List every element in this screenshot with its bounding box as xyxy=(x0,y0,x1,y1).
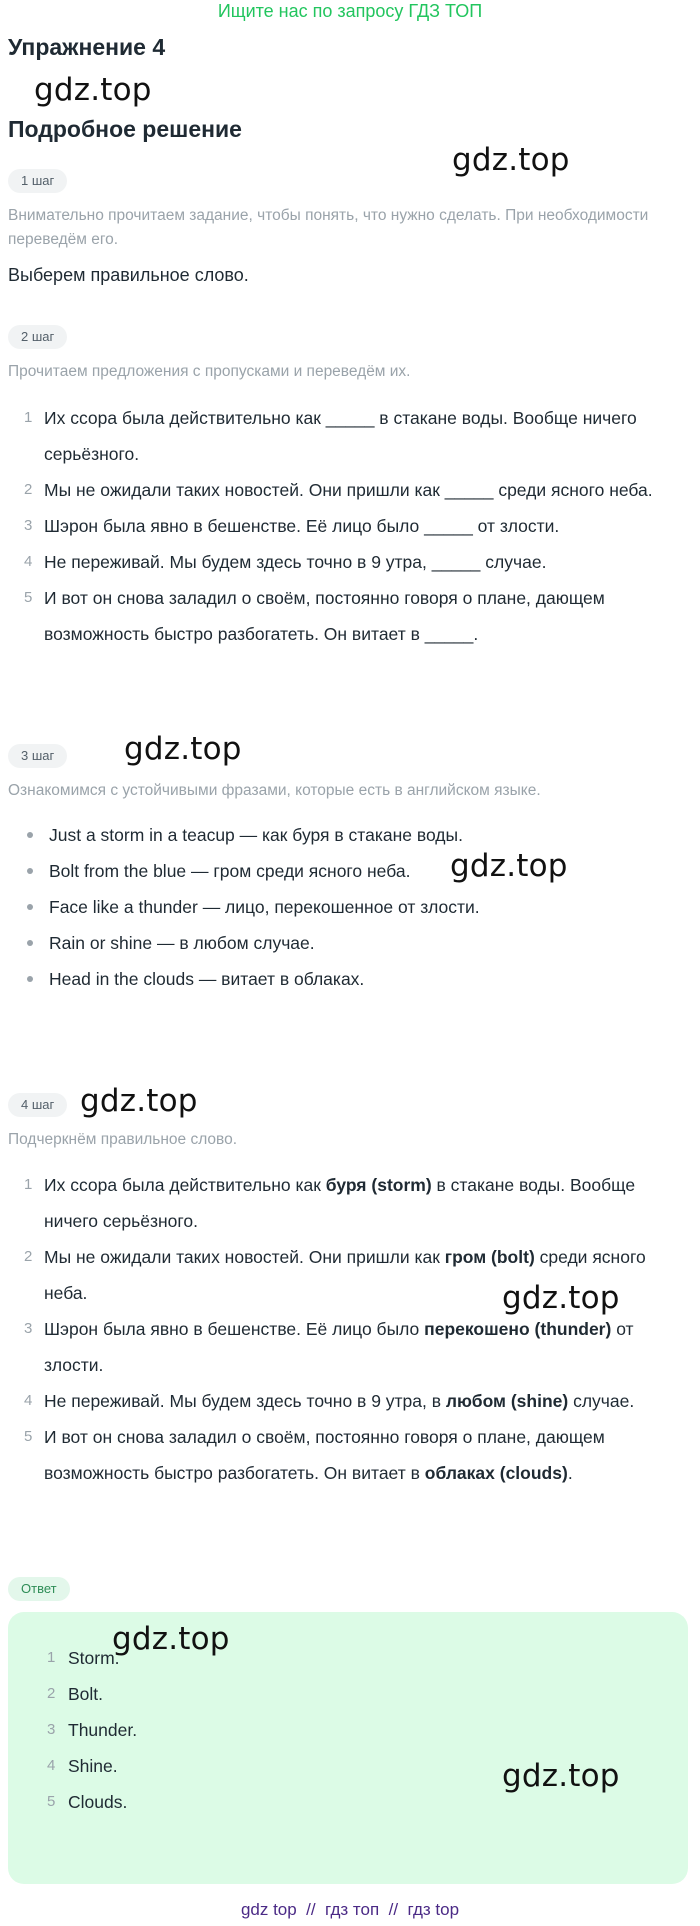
step-hint: Прочитаем предложения с пропусками и переведём их. xyxy=(8,363,411,380)
step-hint: Подчеркнём правильное слово. xyxy=(8,1131,238,1148)
watermark: gdz.top xyxy=(124,731,242,767)
step-badge: 1 шаг xyxy=(8,169,67,193)
top-banner[interactable]: Ищите нас по запросу ГДЗ ТОП xyxy=(217,1,483,21)
watermark: gdz.top xyxy=(112,1621,230,1657)
answer-box xyxy=(8,1612,688,1884)
step-text: Выберем правильное слово. xyxy=(8,265,249,285)
watermark: gdz.top xyxy=(80,1083,198,1119)
list-item: 4 Shine. xyxy=(47,1756,118,1776)
list-item: 1 Их ссора была действительно как буря (storm) в стакане воды. Вообще ничего серьёзного. xyxy=(24,1175,636,1231)
list-item: 5 И вот он снова заладил о своём, постоянно говоря о плане, дающем возможность быстро разбогатеть. Он витает в облаках (clouds). xyxy=(24,1427,605,1483)
list-item: 3 Thunder. xyxy=(47,1720,138,1740)
watermark: gdz.top xyxy=(502,1758,620,1794)
list-item: Head in the clouds — витает в облаках. xyxy=(8,961,688,997)
list-item: 4 Не переживай. Мы будем здесь точно в 9 утра, _____ случае. xyxy=(24,552,547,572)
step-hint: Ознакомимся с устойчивыми фразами, которые есть в английском языке. xyxy=(8,782,541,799)
step-hint: Внимательно прочитаем задание, чтобы понять, что нужно сделать. При необходимости переведём его. xyxy=(8,207,649,248)
list-item: 4 Не переживай. Мы будем здесь точно в 9 утра, в любом (shine) случае. xyxy=(24,1391,635,1411)
answer-badge: Ответ xyxy=(8,1577,70,1601)
answer-sentence-list xyxy=(8,1167,688,1491)
list-item: 5 И вот он снова заладил о своём, постоянно говоря о плане, дающем возможность быстро разбогатеть. Он витает в _____. xyxy=(24,588,605,644)
watermark: gdz.top xyxy=(452,142,570,178)
page-title: Упражнение 4 xyxy=(8,34,166,60)
list-item: 1 Storm. xyxy=(47,1648,120,1668)
sentence-list xyxy=(8,400,688,652)
phrase-list xyxy=(8,817,688,997)
list-item: 2 Bolt. xyxy=(47,1684,104,1704)
watermark: gdz.top xyxy=(34,72,152,108)
step-badge: 4 шаг xyxy=(8,1093,67,1117)
solution-heading: Подробное решение xyxy=(8,116,242,142)
step-badge: 2 шаг xyxy=(8,325,67,349)
list-item: Just a storm in a teacup — как буря в стакане воды. xyxy=(8,817,688,853)
list-item: 2 Мы не ожидали таких новостей. Они пришли как _____ среди ясного неба. xyxy=(24,480,653,500)
watermark: gdz.top xyxy=(450,848,568,884)
list-item: Rain or shine — в любом случае. xyxy=(8,925,688,961)
list-item: 3 Шэрон была явно в бешенстве. Её лицо было перекошено (thunder) от злости. xyxy=(24,1319,634,1375)
list-item: 3 Шэрон была явно в бешенстве. Её лицо было _____ от злости. xyxy=(24,516,560,536)
footer-links[interactable]: gdz top // гдз топ // гдз top xyxy=(240,1900,460,1919)
list-item: 5 Clouds. xyxy=(47,1792,128,1812)
watermark: gdz.top xyxy=(502,1280,620,1316)
list-item: Face like a thunder — лицо, перекошенное от злости. xyxy=(8,889,688,925)
step-badge: 3 шаг xyxy=(8,744,67,768)
list-item: 1 Их ссора была действительно как _____ в стакане воды. Вообще ничего серьёзного. xyxy=(24,408,637,464)
list-item: Bolt from the blue — гром среди ясного неба. xyxy=(8,853,688,889)
list-item: 2 Мы не ожидали таких новостей. Они пришли как гром (bolt) среди ясного неба. xyxy=(24,1247,646,1303)
